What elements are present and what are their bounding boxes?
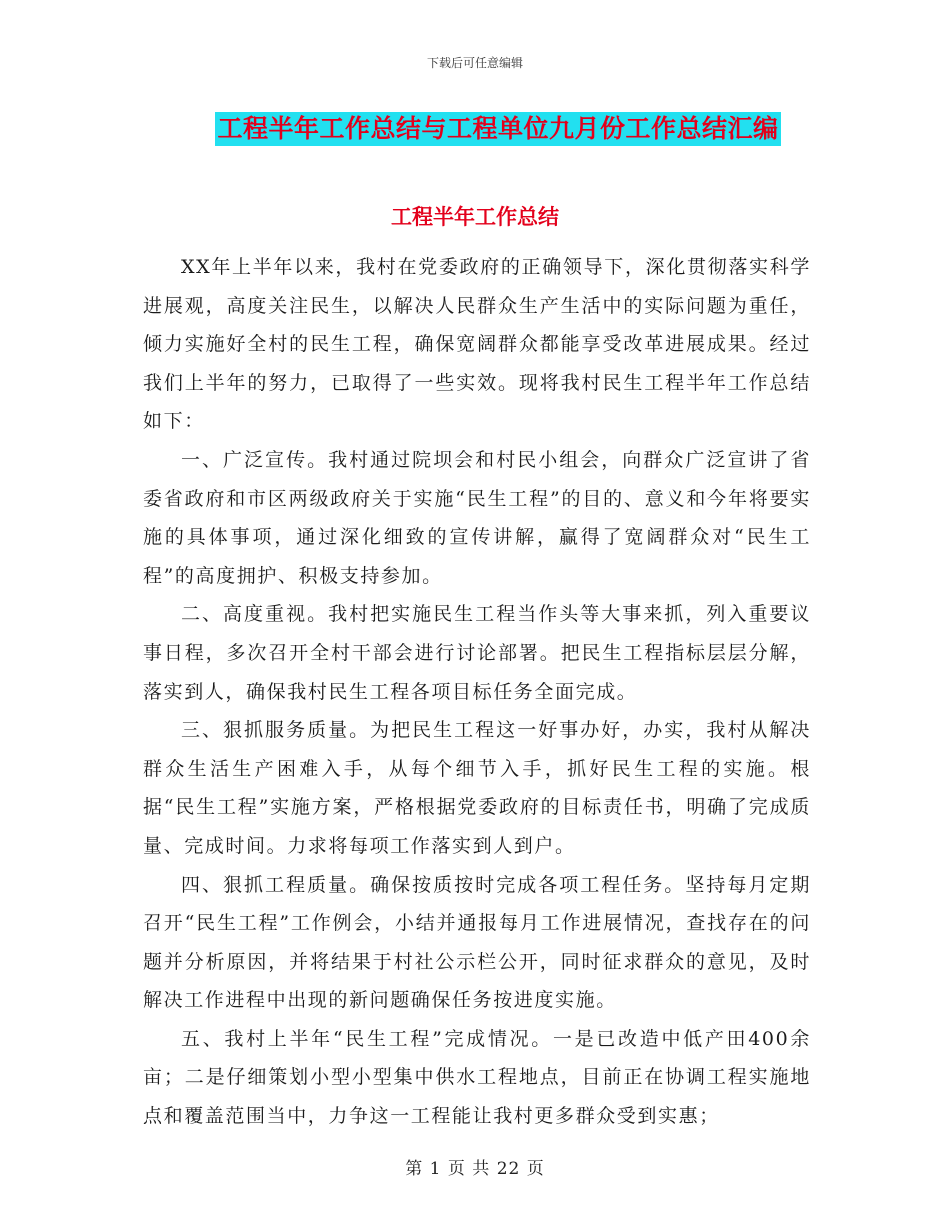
paragraph-attention: 二、高度重视。我村把实施民生工程当作头等大事来抓，列入重要议事日程，多次召开全村干部会进行讨论部署。把民生工程指标层层分解，落实到人，确保我村民生工程各项目标任务全面完成。 [143, 603, 811, 703]
paragraph-publicity: 一、广泛宣传。我村通过院坝会和村民小组会，向群众广泛宣讲了省委省政府和市区两级政府关于实施“民生工程”的目的、意义和今年将要实施的具体事项，通过深化细致的宣传讲解，赢得了宽阔群众对“民生工程”的高度拥护、积极支持参加。 [143, 448, 811, 587]
paragraph-project-quality: 四、狠抓工程质量。确保按质按时完成各项工程任务。坚持每月定期召开“民生工程”工作例会，小结并通报每月工作进展情况，查找存在的问题并分析原因，并将结果于村社公示栏公开，同时征求群众的意见，及时解决工作进程中出现的新问题确保任务按进度实施。 [143, 873, 811, 1012]
paragraph-completion: 五、我村上半年“民生工程”完成情况。一是已改造中低产田400余亩；二是仔细策划小型小型集中供水工程地点，目前正在协调工程实施地点和覆盖范围当中，力争这一工程能让我村更多群众受到实惠； [143, 1027, 811, 1128]
section-title: 工程半年工作总结 [391, 205, 559, 229]
document-title-container [0, 112, 950, 146]
document-title: 工程半年工作总结与工程单位九月份工作总结汇编 [215, 112, 780, 146]
document-body [143, 248, 811, 1136]
page-number: 第 1 页 共 22 页 [405, 1159, 545, 1179]
paragraph-intro: XX年上半年以来，我村在党委政府的正确领导下，深化贯彻落实科学进展观，高度关注民生，以解决人民群众生产生活中的实际问题为重任，倾力实施好全村的民生工程，确保宽阔群众都能享受改革进展成果。经过我们上半年的努力，已取得了一些实效。现将我村民生工程半年工作总结如下： [143, 256, 811, 433]
header-note: 下载后可任意编辑 [426, 56, 523, 70]
paragraph-service-quality: 三、狠抓服务质量。为把民生工程这一好事办好，办实，我村从解决群众生活生产困难入手，从每个细节入手，抓好民生工程的实施。根据“民生工程”实施方案，严格根据党委政府的目标责任书，明确了完成质量、完成时间。力求将每项工作落实到人到户。 [143, 719, 811, 857]
